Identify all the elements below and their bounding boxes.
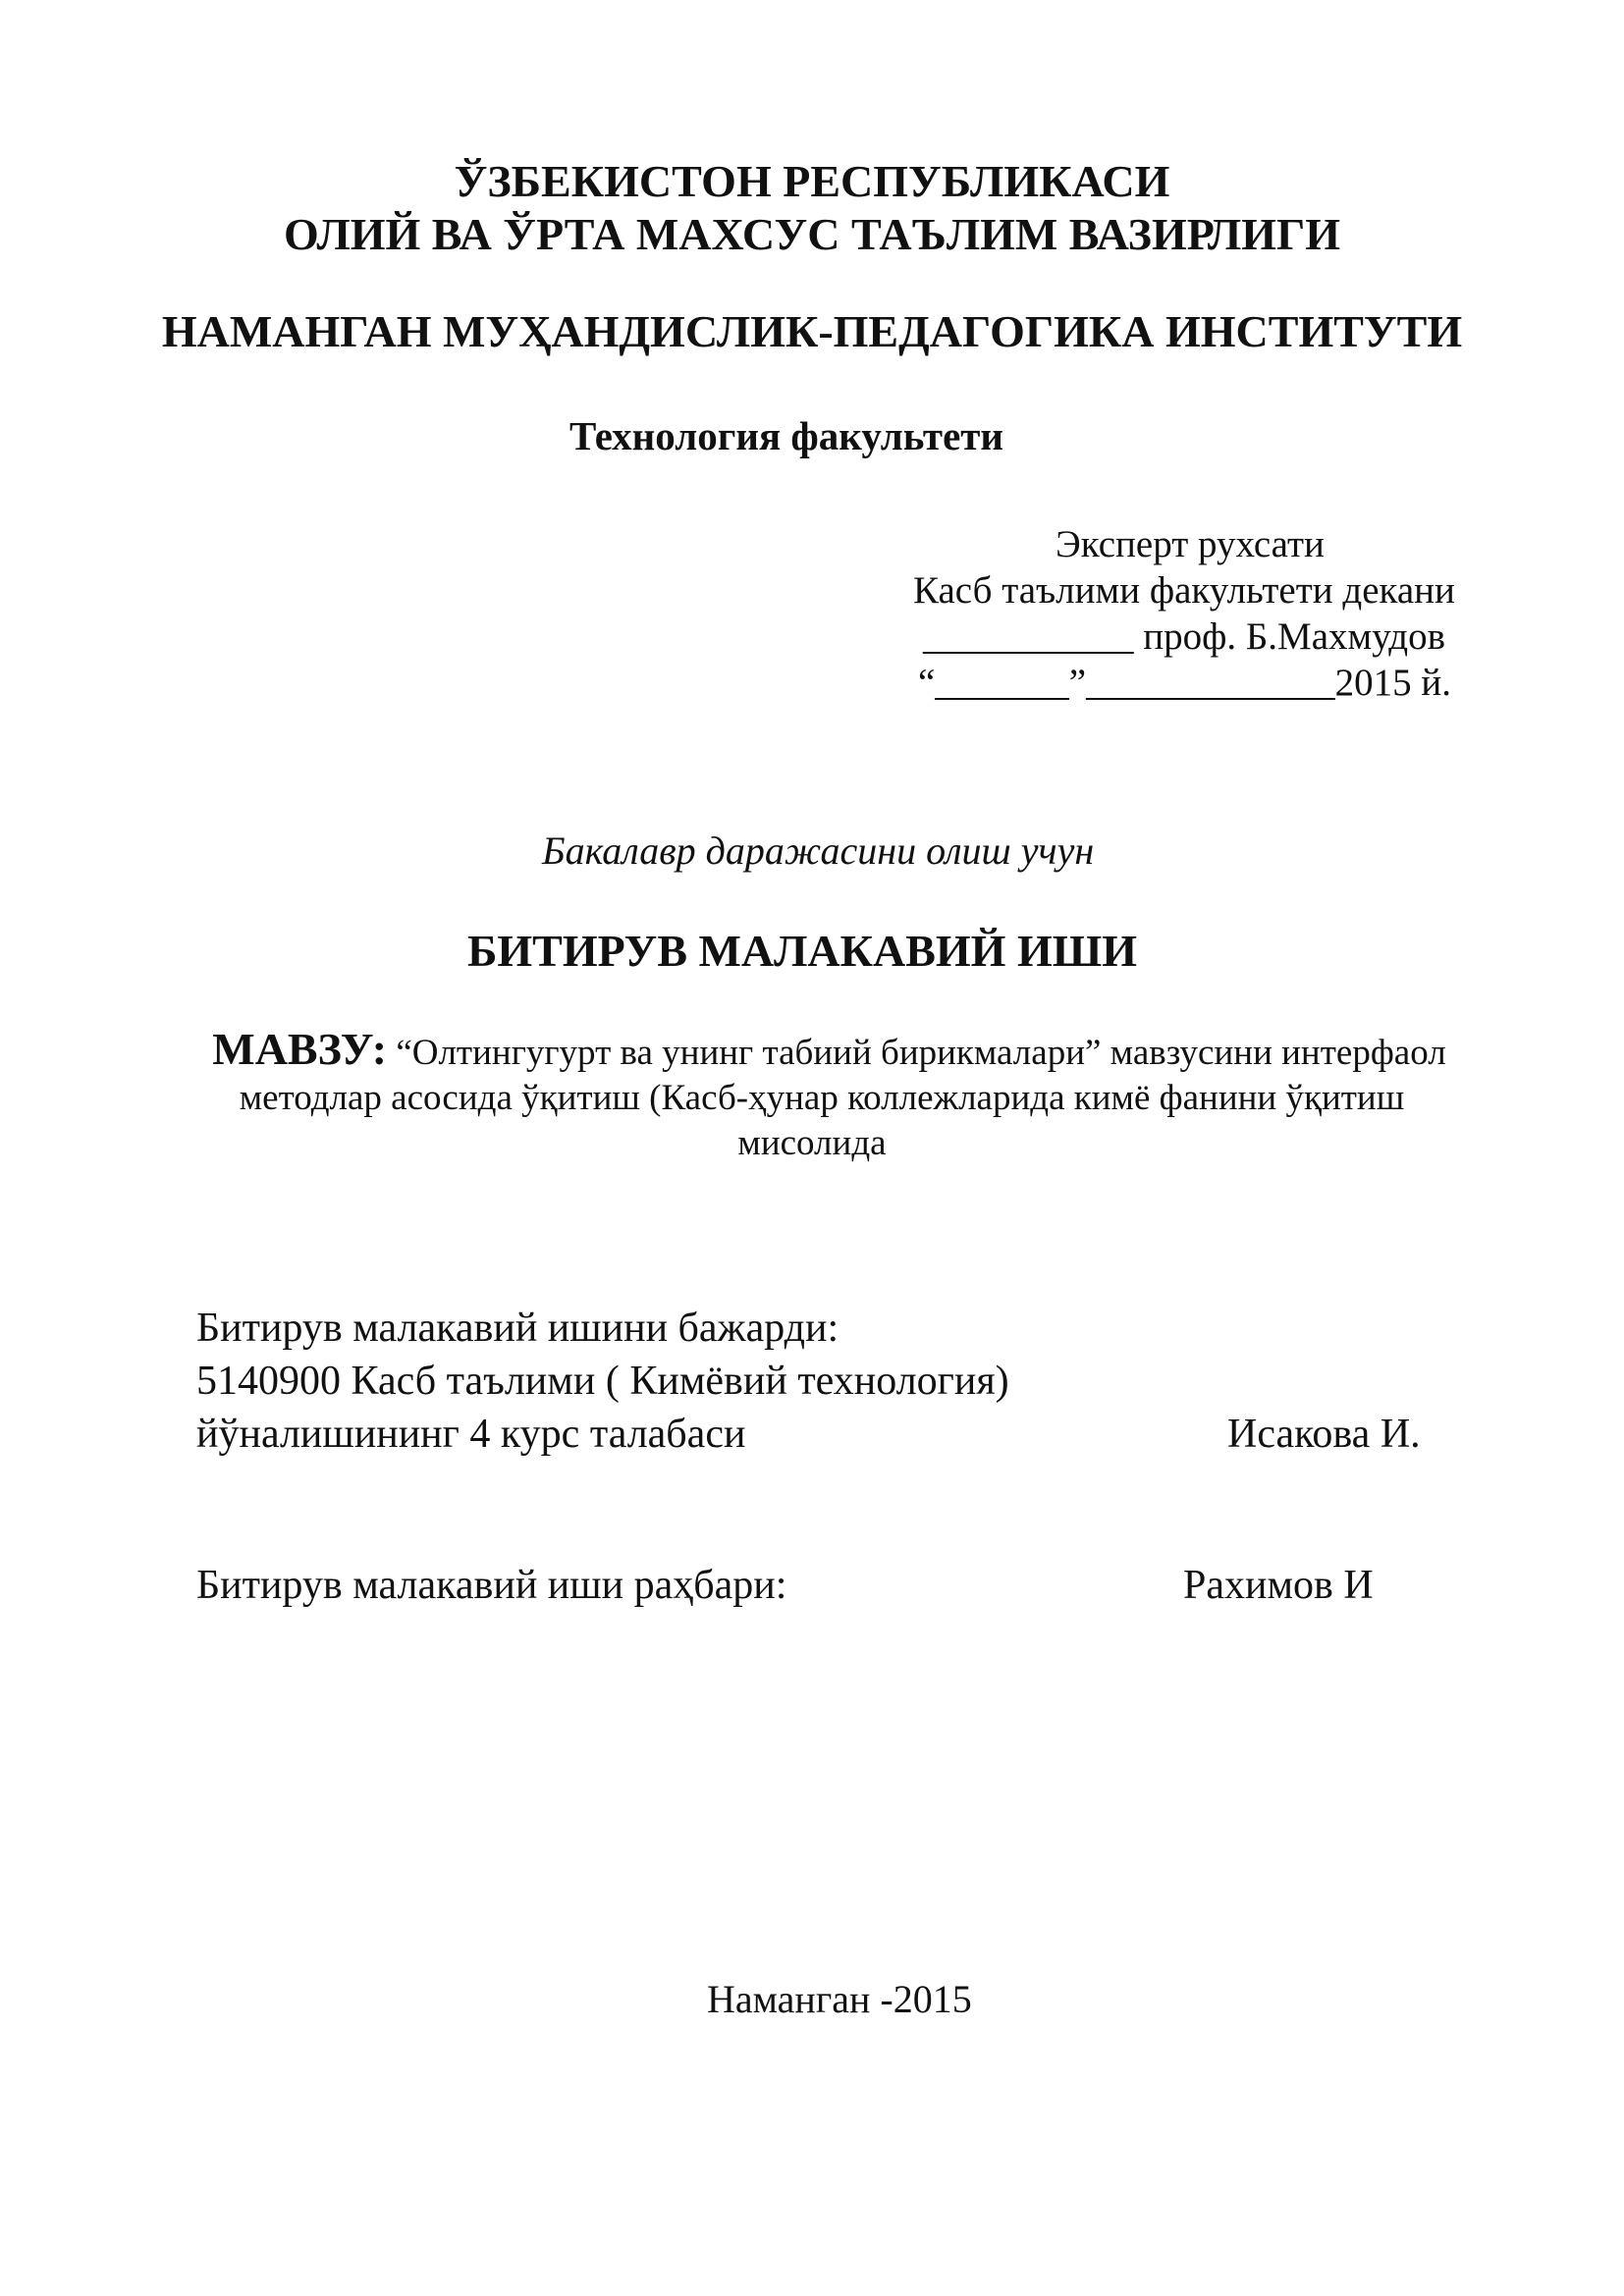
performer-name: Исакова И. bbox=[1227, 1412, 1421, 1457]
degree-subtitle: Бакалавр даражасини олиш учун bbox=[542, 828, 1095, 873]
topic-label: МАВЗУ: bbox=[212, 1024, 388, 1074]
approval-expert-line: Эксперт рухсати bbox=[1056, 523, 1325, 565]
topic-line-1: “Олтингугурт ва унинг табиий бирикмалари” мавзусини интерфаол bbox=[396, 1033, 1446, 1073]
supervisor-label: Битирув малакавий иши раҳбари: bbox=[196, 1563, 787, 1608]
institute-heading: НАМАНГАН МУҲАНДИСЛИК-ПЕДАГОГИКА ИНСТИТУТИ bbox=[161, 306, 1463, 356]
header-block bbox=[0, 155, 1624, 261]
topic-line-2: методлар асосида ўқитиш (Касб-ҳунар коллежларида кимё фанини ўқитиш bbox=[239, 1078, 1405, 1118]
topic-line-3: мисолида bbox=[737, 1123, 887, 1163]
performer-line-1: Битирув малакавий ишини бажарди: bbox=[196, 1306, 839, 1351]
performer-line-3: йўналишининг 4 курс талабаси bbox=[196, 1412, 746, 1457]
supervisor-name: Рахимов И bbox=[1183, 1563, 1374, 1608]
faculty-heading: Технология факультети bbox=[569, 413, 1004, 458]
topic-block bbox=[0, 1024, 1624, 1166]
approval-signature-line: ___________ проф. Б.Махмудов bbox=[923, 615, 1446, 658]
approval-date-line: “_______”_____________2015 й. bbox=[918, 662, 1451, 704]
approval-block bbox=[0, 521, 1624, 706]
city-year: Наманган -2015 bbox=[707, 1977, 972, 2021]
ministry-heading: ОЛИЙ ВА ЎРТА МАХСУС ТАЪЛИМ ВАЗИРЛИГИ bbox=[283, 209, 1341, 259]
performer-block bbox=[196, 1302, 1009, 1461]
document-title: БИТИРУВ МАЛАКАВИЙ ИШИ bbox=[466, 926, 1138, 976]
republic-heading: ЎЗБЕКИСТОН РЕСПУБЛИКАСИ bbox=[454, 156, 1170, 206]
approval-dean-line: Касб таълими факультети декани bbox=[913, 569, 1455, 612]
performer-line-2: 5140900 Касб таълими ( Кимёвий технология) bbox=[196, 1359, 1009, 1404]
